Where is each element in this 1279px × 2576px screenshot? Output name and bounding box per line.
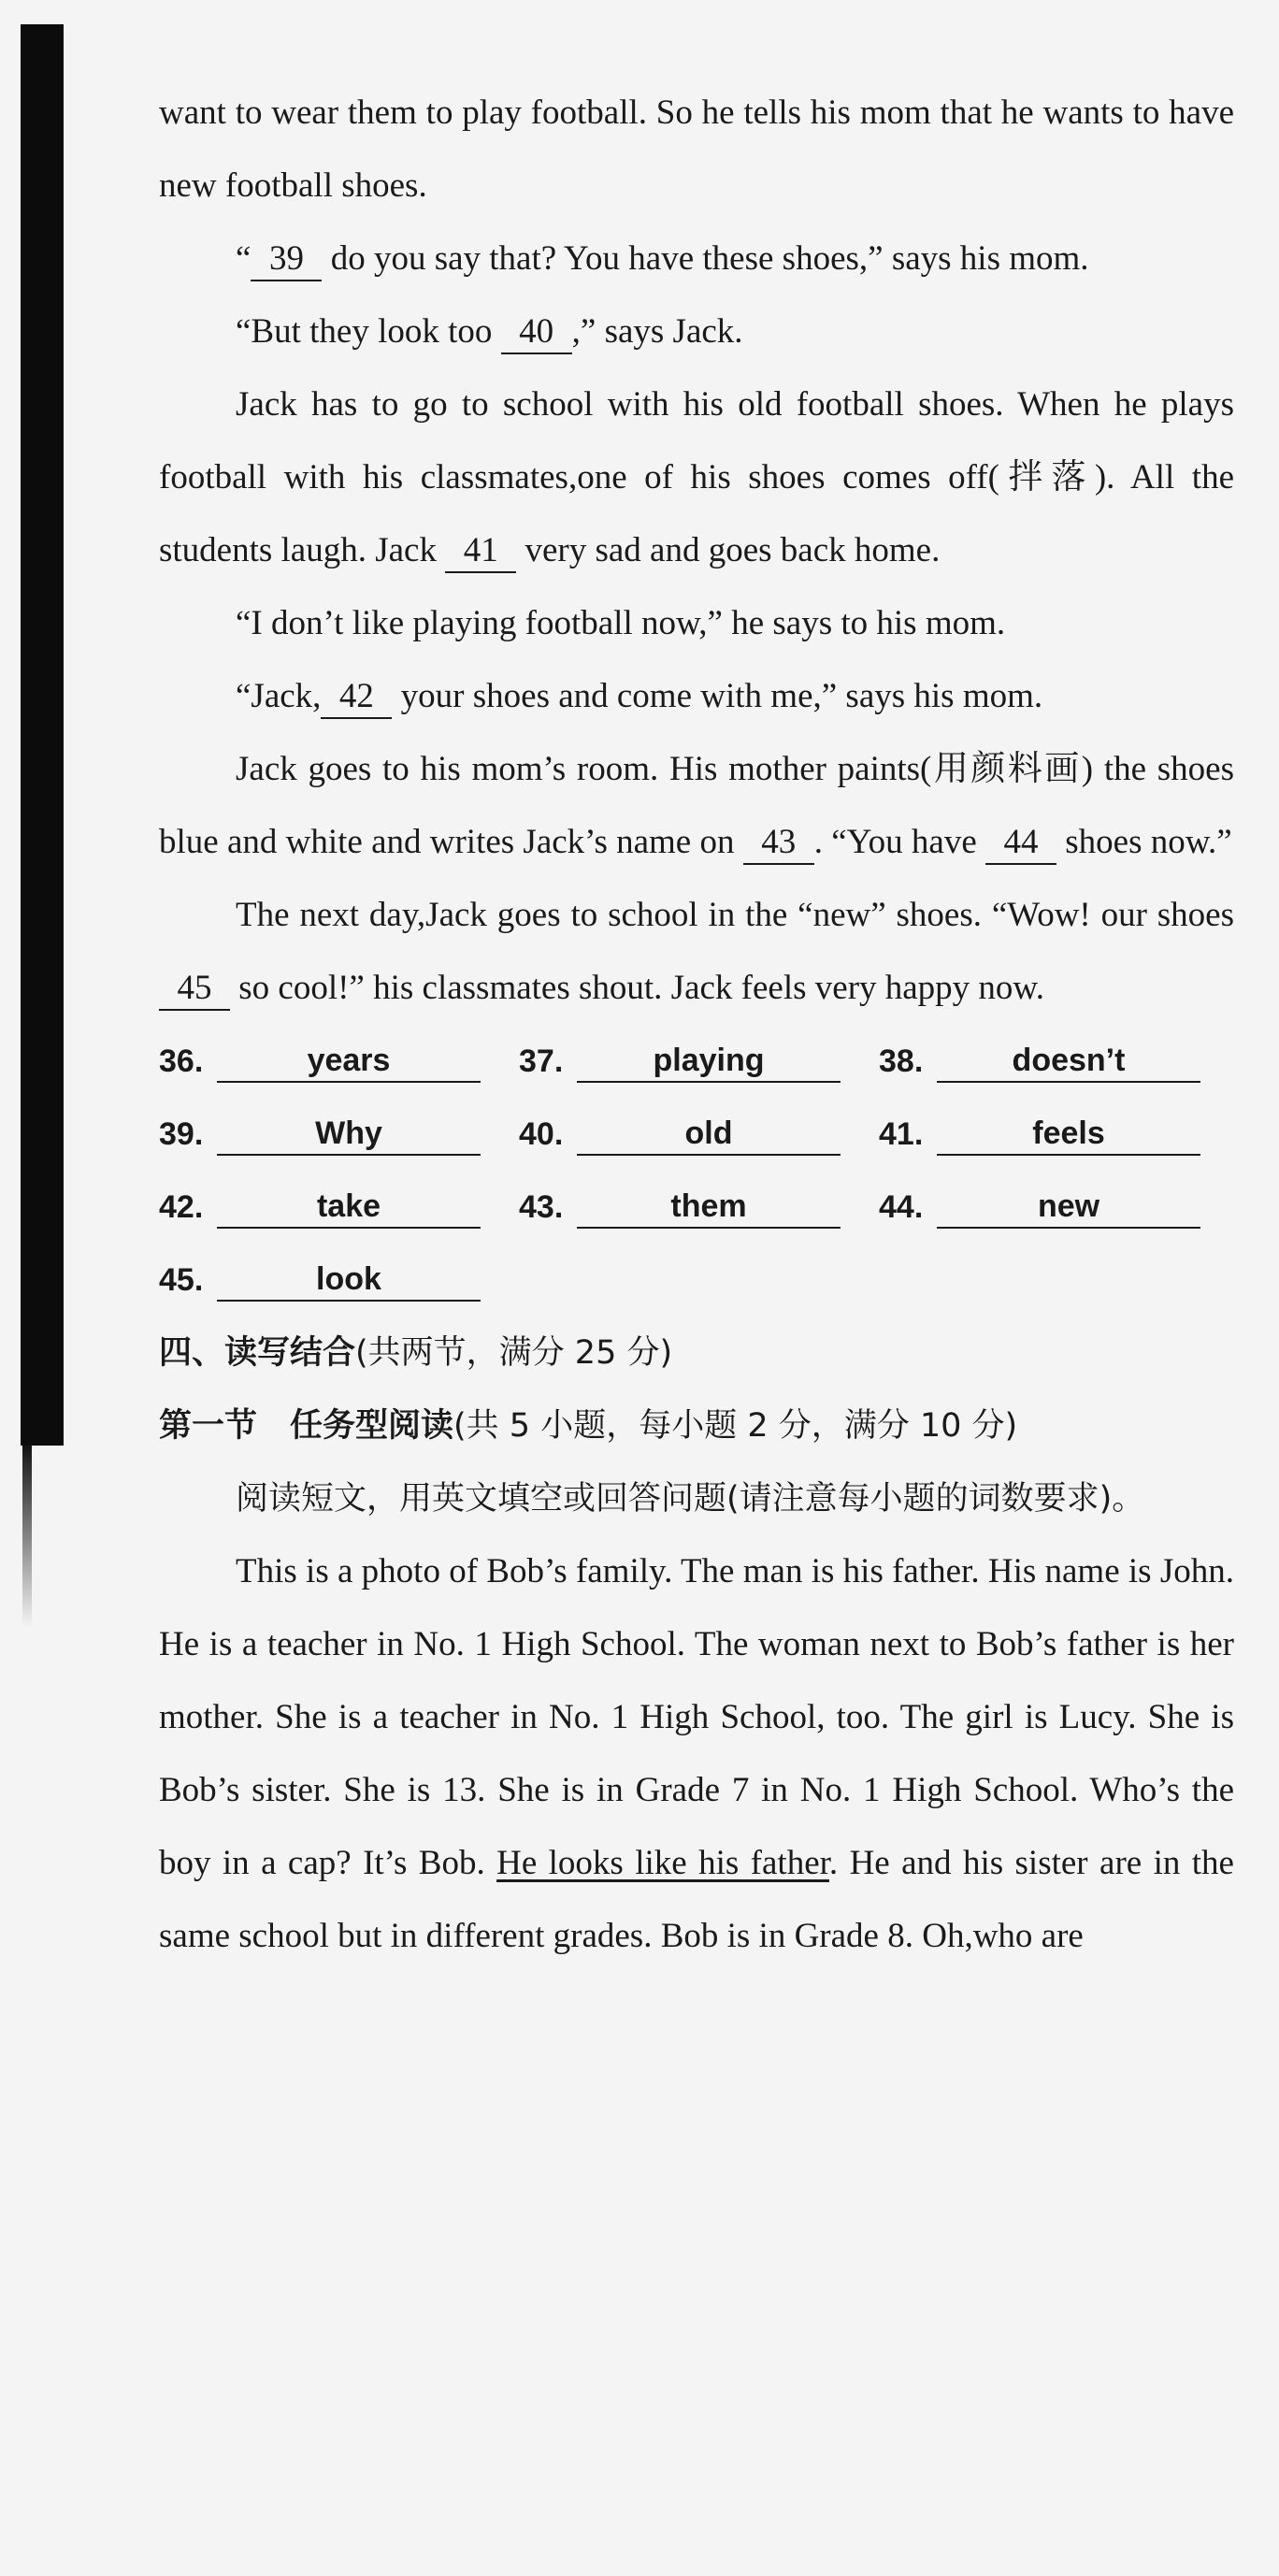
section-heading bbox=[159, 1317, 1234, 1389]
answer-number: 39. bbox=[159, 1116, 204, 1152]
answer-number: 41. bbox=[879, 1116, 924, 1152]
answer-item bbox=[879, 1098, 1239, 1171]
answer-number: 44. bbox=[879, 1189, 924, 1225]
passage-paragraph-dialog: “I don’t like playing football now,” he says to his mom. bbox=[236, 604, 1006, 642]
answer-item bbox=[519, 1098, 879, 1171]
book-binding-shadow-tail bbox=[22, 1440, 32, 1627]
answer-value: look bbox=[217, 1259, 481, 1302]
part-title: 第一节 任务型阅读 bbox=[159, 1407, 454, 1445]
answer-number: 36. bbox=[159, 1043, 204, 1079]
answer-number: 45. bbox=[159, 1262, 204, 1298]
passage-paragraph-41 bbox=[159, 368, 1234, 587]
text: “ bbox=[236, 239, 251, 278]
text: so cool!” his classmates shout. Jack feels very happy now. bbox=[230, 969, 1044, 1007]
text: “Jack, bbox=[236, 677, 322, 715]
text: . He and his sister are in the same school but in different grades. Bob is in Grade 8. Oh,who are bbox=[159, 1844, 1234, 1955]
answer-item bbox=[519, 1171, 879, 1244]
answer-value: take bbox=[217, 1186, 481, 1229]
text: “But they look too bbox=[236, 312, 501, 351]
answer-item bbox=[159, 1025, 519, 1098]
section-title: 四、读写结合 bbox=[159, 1334, 356, 1372]
blank-45: 45 bbox=[159, 968, 230, 1011]
answer-value: doesn’t bbox=[937, 1040, 1200, 1083]
text: ,” says Jack. bbox=[571, 312, 743, 351]
answer-number: 42. bbox=[159, 1189, 204, 1225]
passage-paragraph-40 bbox=[159, 295, 1234, 368]
book-binding-shadow bbox=[21, 24, 64, 1446]
text: very sad and goes back home. bbox=[516, 531, 941, 569]
answer-number: 38. bbox=[879, 1043, 924, 1079]
answer-value: them bbox=[577, 1186, 841, 1229]
text: shoes now.” bbox=[1056, 823, 1232, 861]
text: The next day,Jack goes to school in the “new” shoes. “Wow! our shoes bbox=[236, 896, 1234, 934]
answer-item bbox=[519, 1025, 879, 1098]
text: Jack goes to his mom’s room. His mother paints(用颜料画) the shoes blue and white and writes Jack’s name on bbox=[159, 750, 1234, 861]
text: Jack has to go to school with his old football shoes. When he plays football with his classmates,one of his shoes comes off(拌落). All the students laugh. Jack bbox=[159, 385, 1234, 569]
answer-number: 40. bbox=[519, 1116, 564, 1152]
passage-paragraph-42 bbox=[159, 660, 1234, 733]
reading-passage bbox=[159, 1535, 1234, 1973]
answer-value: new bbox=[937, 1186, 1200, 1229]
passage-paragraph-45 bbox=[159, 879, 1234, 1025]
answer-value: Why bbox=[217, 1113, 481, 1156]
answer-value: feels bbox=[937, 1113, 1200, 1156]
text: do you say that? You have these shoes,” says his mom. bbox=[322, 239, 1089, 278]
answer-item bbox=[879, 1025, 1239, 1098]
answer-item bbox=[879, 1171, 1239, 1244]
text: This is a photo of Bob’s family. The man is his father. His name is John. He is a teacher in No. 1 High School. The woman next to Bob’s father is her mother. She is a teacher in No. 1 High School, too. The girl is Lucy. She is Bob’s sister. She is 13. She is in Grade 7 in No. 1 High School. Who’s the boy in a cap? It’s Bob. bbox=[159, 1552, 1234, 1882]
answer-number: 43. bbox=[519, 1189, 564, 1225]
answer-value: playing bbox=[577, 1040, 841, 1083]
text: your shoes and come with me,” says his mom. bbox=[392, 677, 1043, 715]
passage-line-1: want to wear them to play football. So he tells his mom that he wants to have new football shoes. bbox=[159, 94, 1234, 205]
part-note: (共 5 小题，每小题 2 分，满分 10 分) bbox=[453, 1407, 1018, 1445]
passage-paragraph-39 bbox=[159, 223, 1234, 295]
part-heading bbox=[159, 1389, 1234, 1462]
blank-42: 42 bbox=[321, 676, 392, 719]
answer-item bbox=[159, 1171, 519, 1244]
underlined-sentence: He looks like his father bbox=[496, 1844, 829, 1882]
blank-41: 41 bbox=[445, 530, 516, 573]
answer-grid bbox=[159, 1025, 1234, 1317]
passage-paragraph-43-44 bbox=[159, 733, 1234, 879]
section-note: (共两节，满分 25 分) bbox=[355, 1334, 673, 1372]
answer-item bbox=[159, 1244, 519, 1317]
blank-40: 40 bbox=[501, 311, 572, 354]
blank-43: 43 bbox=[743, 822, 814, 865]
answer-value: old bbox=[577, 1113, 841, 1156]
text: . “You have bbox=[813, 823, 986, 861]
answer-item bbox=[159, 1098, 519, 1171]
blank-44: 44 bbox=[985, 822, 1056, 865]
answer-number: 37. bbox=[519, 1043, 564, 1079]
answer-value: years bbox=[217, 1040, 481, 1083]
part-instruction: 阅读短文，用英文填空或回答问题(请注意每小题的词数要求)。 bbox=[236, 1480, 1145, 1518]
blank-39: 39 bbox=[251, 238, 322, 281]
worksheet-page bbox=[159, 77, 1234, 1973]
